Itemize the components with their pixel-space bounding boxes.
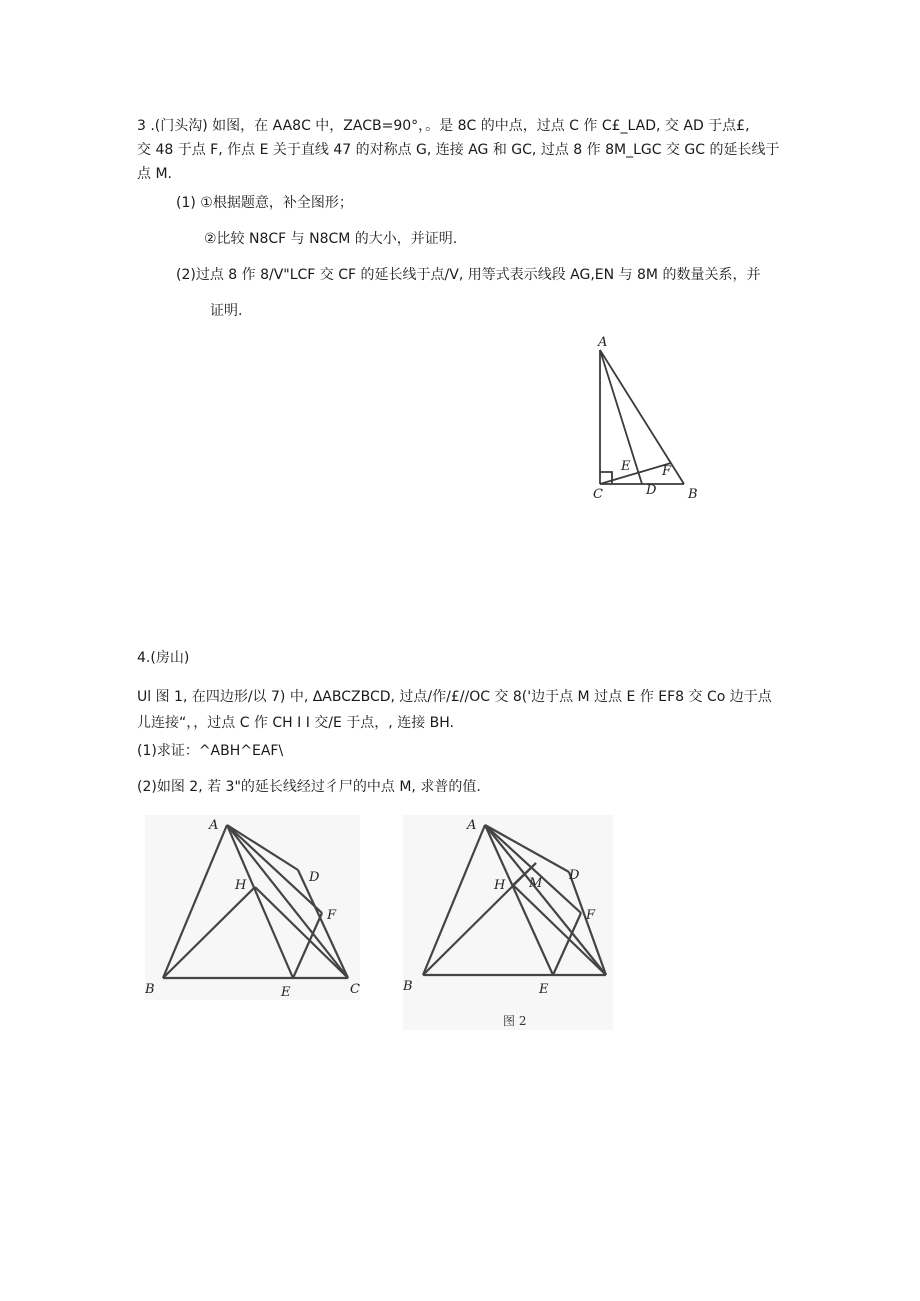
label-e: E bbox=[621, 459, 631, 474]
label-e: E bbox=[539, 982, 549, 997]
q4-sub-2: (2)如图 2, 若 3"的延长线经过彳尸的中点 M, 求普的值. bbox=[137, 779, 481, 795]
q4-title: 4.(房山) bbox=[137, 650, 190, 666]
label-h: H bbox=[235, 878, 247, 893]
q4-figure-2 bbox=[403, 815, 613, 1030]
q4-line-1: Ul 图 1, 在四边形/以 7) 中, ΔABCZBCD, 过点/作/£//OC 交 8('边于点 M 过点 E 作 EF8 交 Co 边于点 bbox=[137, 689, 772, 705]
label-c: C bbox=[593, 487, 603, 502]
segment-ab bbox=[163, 825, 227, 978]
segment-bh bbox=[163, 887, 255, 978]
label-b: B bbox=[403, 979, 413, 994]
segment-ef bbox=[553, 913, 581, 975]
label-f: F bbox=[586, 908, 596, 923]
figure-2-caption: 图 2 bbox=[503, 1014, 527, 1028]
q4-figure-1 bbox=[145, 815, 360, 1000]
q3-sub-1b: ②比较 N8CF 与 N8CM 的大小，并证明. bbox=[204, 231, 458, 247]
segment-ef bbox=[293, 913, 322, 978]
label-d: D bbox=[309, 870, 320, 885]
q3-sub-2: (2)过点 8 作 8/V"LCF 交 CF 的延长线于点/V, 用等式表示线段 AG,EN 与 8M 的数量关系，并 bbox=[176, 267, 761, 283]
label-d: D bbox=[646, 483, 657, 498]
q3-line-3: 点 M. bbox=[137, 166, 172, 182]
segment-ab bbox=[600, 350, 684, 484]
segment-ac bbox=[227, 825, 348, 978]
q3-sub-1: (1) ①根据题意，补全图形； bbox=[176, 195, 353, 211]
label-b: B bbox=[688, 487, 698, 502]
label-m: M bbox=[529, 876, 543, 891]
segment-cd bbox=[569, 872, 606, 975]
label-f: F bbox=[662, 464, 672, 479]
label-f: F bbox=[327, 908, 337, 923]
label-e: E bbox=[281, 985, 291, 1000]
label-a: A bbox=[598, 335, 608, 350]
q3-line-1: 3 .(门头沟) 如图，在 AA8C 中，ZACB=90°，。是 8C 的中点，过点 C 作 C£_LAD, 交 AD 于点£, bbox=[137, 118, 750, 134]
label-b: B bbox=[145, 982, 155, 997]
q4-line-2: 儿连接“，，过点 C 作 CH I I 交/E 于点，, 连接 BH. bbox=[137, 715, 454, 731]
segment-ac bbox=[485, 825, 606, 975]
label-a: A bbox=[209, 818, 219, 833]
q3-line-2: 交 48 于点 F, 作点 E 关于直线 47 的对称点 G, 连接 AG 和 GC, 过点 8 作 8M_LGC 交 GC 的延长线于 bbox=[137, 142, 780, 158]
label-c: C bbox=[350, 982, 360, 997]
segment-ch bbox=[255, 887, 348, 978]
segment-ab bbox=[423, 825, 485, 975]
label-d: D bbox=[569, 868, 580, 883]
segment-ae bbox=[485, 825, 553, 975]
q3-triangle-figure bbox=[588, 330, 708, 510]
q4-sub-1: (1)求证：^ABH^EAF\ bbox=[137, 743, 284, 759]
label-a: A bbox=[467, 818, 477, 833]
label-h: H bbox=[494, 878, 506, 893]
segment-ae bbox=[227, 825, 293, 978]
q3-sub-2b: 证明. bbox=[210, 303, 243, 319]
